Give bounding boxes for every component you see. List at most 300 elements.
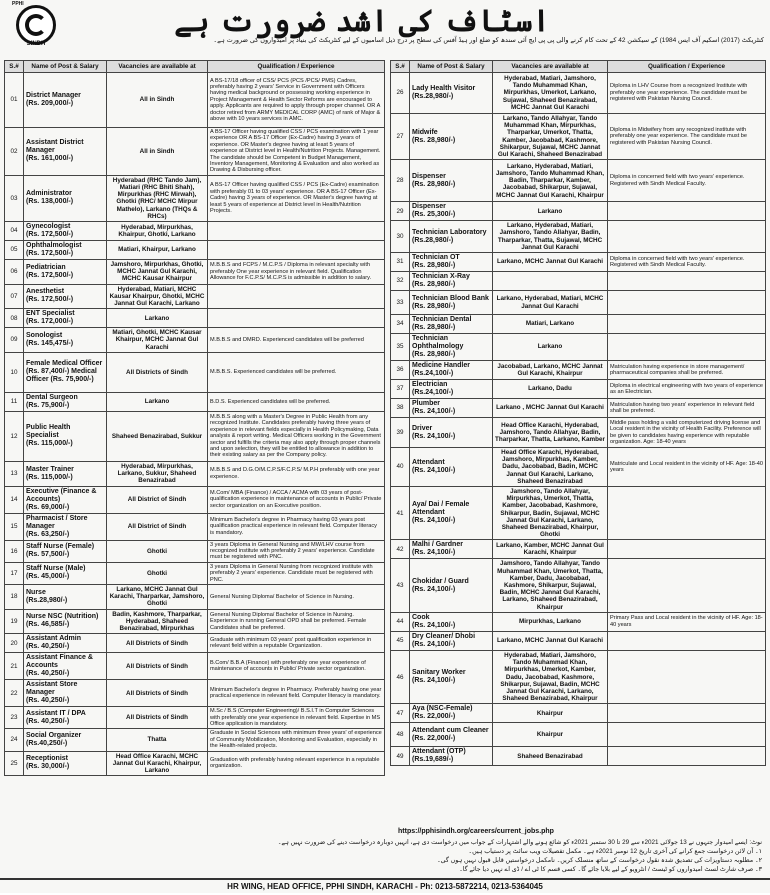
row-post [410,448,493,487]
row-qualification: Graduate in Social Sciences with minimum three years' of experience of Community Mobilization, Monitoring and Evaluation, especially in the Health-related projects. [208,729,385,751]
row-qualification: 3 years Diploma in General Nursing from recognized institute with preferably 2 years' experience. Candidate must be registered with PNC. [208,562,385,584]
table-row [5,751,385,776]
post-salary: (Rs. 22,000/-) [412,713,456,721]
row-sno: 28 [391,160,410,202]
row-sno: 49 [391,747,410,766]
row-sno: 27 [391,114,410,160]
row-qualification [608,291,766,315]
post-name: Staff Nurse (Female) [26,543,95,551]
row-sno: 25 [5,751,24,776]
row-vacancies: Hyderabad, Matiari, Jamshoro, Tando Muhammad Khan, Mirpurkhas, Umerkot, Larkano, Sujawal, Shaheed Benazirabad, MCHC Jannat Gul Karachi [493,73,608,114]
row-qualification [208,309,385,328]
row-sno: 45 [391,631,410,650]
apply-link[interactable]: https://pphisindh.org/careers/current_jobs.php [398,828,554,835]
post-name: Staff Nurse (Male) [26,565,86,573]
post-salary: (Rs. 87,400/-) Medical Officer (Rs. 75,900/-) [26,368,97,384]
row-qualification: M.B.B.S and D.G.O/M.C.P.S/F.C.P.S/ M.P.H preferably with one year experience. [208,461,385,486]
row-sno: 22 [5,680,24,707]
row-vacancies: Matiari, Larkano [493,315,608,334]
post-name: Assistant IT / DPA [26,709,86,717]
post-name: Aya (NSC-Female) [412,705,473,713]
row-qualification: Minimum Bachelor's degree in Pharmacy. Preferably having one year practical experience in relevant field. Computer literacy is mandatory. [208,680,385,707]
row-qualification [608,540,766,559]
table-row [391,380,766,399]
row-sno: 44 [391,612,410,631]
row-vacancies: All Districts of Sindh [107,634,208,653]
vacancy-table-right [390,60,766,766]
post-salary: (Rs.19,689/-) [412,756,454,764]
row-post [24,284,107,309]
table-row [391,272,766,291]
row-sno: 02 [5,128,24,176]
col-sno: S.# [391,61,410,73]
row-qualification: A BS-17 Officer having qualified CSS / PCS (Ex-Cadre) examination with preferably 01 to 03 years' experience. OR A BS-17 Officer (Ex-Cadre) having 3 years of experience. OR Master's degree having at least 5 years of experience at District level in Health/Nutrition Projects. [208,175,385,221]
table-row [391,361,766,380]
row-qualification: M.B.B.S along with a Master's Degree in Public Health from any recognized Institute. Candidates preferably having three years of experience in relevant fields especially in Health Policymaking, Data analysis & report writing. Medical Officers working in the Government sector and fulfills the criteria may also apply through proper channels and upon selection, they will be entitled to allowance in addition to their existing salary as per the Company policy. [208,411,385,461]
post-name: Sonologist [26,332,63,340]
row-vacancies: Shaheed Benazirabad, Sukkur [107,411,208,461]
row-qualification: Diploma in LHV Course from a recognized Institute with preferably one year experience. The candidate must be registered with Pakistan Nursing Council. [608,73,766,114]
row-post [24,609,107,634]
logo-c-icon [25,14,47,36]
row-vacancies: Ghotki [107,562,208,584]
row-qualification: Diploma in concerned field with two years' experience. Registered with Sindh Medical Faculty. [608,160,766,202]
table-row [5,392,385,411]
post-name: Cook [412,613,430,621]
post-name: Assistant Finance & Accounts [26,654,93,670]
row-sno: 15 [5,513,24,540]
row-sno: 36 [391,361,410,380]
logo-sub: SINDH [26,41,46,47]
row-qualification [608,723,766,747]
table-row [391,73,766,114]
post-salary: (Rs. 115,000/-) [26,473,73,481]
row-post [24,680,107,707]
row-sno: 42 [391,540,410,559]
row-post [410,612,493,631]
post-salary: (Rs. 40,250/-) [26,697,70,705]
row-sno: 18 [5,584,24,609]
row-post [410,399,493,418]
row-post [410,487,493,540]
post-name: Nurse NSC (Nutrition) [26,613,99,621]
row-post [410,704,493,723]
row-post [24,73,107,128]
post-name: Dental Surgeon [26,393,78,401]
post-name: Executive (Finance & Accounts) [26,487,97,503]
post-salary: (Rs. 172,000/-) [26,318,74,326]
post-salary: (Rs. 115,000/-) [26,440,73,448]
table-row [5,309,385,328]
row-vacancies: Larkano [493,334,608,361]
post-salary: (Rs. 24,100/-) [412,585,456,593]
footer-line-4: ۳۔ صرف شارٹ لسٹ امیدواروں کو ٹیسٹ / انٹرویو کے لیے بلایا جائے گا۔ کسی قسم کا ٹی اے / ڈی اے نہیں دیا جائے گا۔ [459,866,762,873]
row-qualification [208,222,385,241]
row-post [410,540,493,559]
row-qualification: Diploma in concerned field with two years' experience. Registered with Sindh Medical Faculty. [608,253,766,272]
row-sno: 40 [391,448,410,487]
post-salary: (Rs.28,980/-) [412,93,454,100]
post-salary: (Rs. 63,250/-) [26,530,70,538]
row-qualification [608,631,766,650]
row-post [410,650,493,703]
row-qualification: 3 years Diploma in General Nursing and MW/LHV course from recognized institute with preferably 2 years' experience. Candidate must be registered with PNC. [208,540,385,562]
table-row [391,202,766,221]
table-row [5,609,385,634]
row-post [410,160,493,202]
row-vacancies: Mirpurkhas, Larkano [493,612,608,631]
row-vacancies: Shaheed Benazirabad [493,747,608,766]
post-name: Pharmacist / Store Manager [26,514,88,530]
col-vacancies: Vacancies are available at [107,61,208,73]
row-sno: 03 [5,175,24,221]
row-sno: 34 [391,315,410,334]
row-qualification [208,241,385,260]
row-sno: 14 [5,486,24,513]
post-salary: (Rs. 24,100/-) [412,517,456,525]
table-row [391,114,766,160]
row-qualification: General Nursing Diploma/ Bachelor of Science in Nursing. [208,584,385,609]
row-sno: 09 [5,328,24,353]
row-vacancies: Larkano, Dadu [493,380,608,399]
post-salary: (Rs. 24,100/-) [412,677,456,685]
col-qualification: Qualification / Experience [208,61,385,73]
row-sno: 07 [5,284,24,309]
table-row [391,631,766,650]
post-name: Attendant cum Cleaner [412,726,489,734]
row-sno: 04 [5,222,24,241]
row-post [410,559,493,612]
row-vacancies: Jamshoro, Mirpurkhas, Ghotki, MCHC Jannat Gul Karachi, MCHC Kausar Khairpur [107,260,208,285]
row-post [410,291,493,315]
intro-text: کنٹریکٹ (2017) اسکیم آف ایس 1984) کے سیکشن 42 کے تحت کام کرنے والی پی پی ایچ آئی سندھ کو ضلع اور ہیڈ آفس کی سطح پر درج ذیل اسامیوں کے لیے کنٹریکٹ کی بنیاد پر امیدواروں کی ضرورت ہے۔ [213,37,764,44]
row-post [24,352,107,392]
row-sno: 17 [5,562,24,584]
post-salary: (Rs. 28,980/-) [412,262,456,270]
post-salary: (Rs. 172,500/-) [26,296,74,304]
table-row [5,222,385,241]
row-sno: 01 [5,73,24,128]
row-vacancies: Larkano, Hyderabad, Matiari, MCHC Jannat Gul Karachi [493,291,608,315]
post-name: Gynecologist [26,223,71,231]
row-sno: 30 [391,221,410,253]
row-post [410,334,493,361]
row-post [24,751,107,776]
table-row [391,221,766,253]
row-qualification [608,315,766,334]
table-row [5,73,385,128]
row-sno: 08 [5,309,24,328]
row-post [410,380,493,399]
row-vacancies: Hyderabad, Matiari, MCHC Kausar Khairpur, Ghotki, MCHC Jannat Gul Karachi, Larkano [107,284,208,309]
table-row [5,634,385,653]
table-row [391,291,766,315]
post-salary: (Rs. 24,100/-) [412,621,456,629]
post-name: Administrator [26,190,72,198]
table-body-right [391,73,766,766]
post-salary: (Rs. 28,980/-) [412,324,456,332]
row-vacancies: Head Office Karachi, MCHC Jannat Gul Karachi, Khairpur, Larkano [107,751,208,776]
header [0,0,770,52]
row-qualification: A BS-17 Officer having qualified CSS / PCS examination with 1 year experience OR A BS-17 Officer (Ex-Cadre) having 3 years of experience. OR Master's degree having at least 5 years of experience at District level in Health/Nutrition Projects. Management. The candidate should be Competent in Budget Management, Inventory Management, Monitoring & Evaluation and also worked as Drawing & Disbursing officer. [208,128,385,176]
row-qualification: General Nursing Diploma/ Bachelor of Science in Nursing. Experience in running General OPD shall be preferred. Female Candidates shall be preferred. [208,609,385,634]
row-vacancies: All Districts of Sindh [107,352,208,392]
row-post [24,729,107,751]
row-post [410,361,493,380]
post-name: Technician Ophthalmology [412,335,464,351]
post-salary: (Rs. 172,500/-) [26,250,74,258]
row-qualification: Matriculate and Local resident in the vicinity of HF. Age: 18-40 years [608,448,766,487]
row-vacancies: Ghotki [107,540,208,562]
post-name: Assistant Store Manager [26,681,78,697]
table-row [5,328,385,353]
row-post [24,241,107,260]
row-vacancies: Jamshoro, Tando Allahyar, Mirpurkhas, Umerkot, Thatta, Kamber, Jacobabad, Kashmore, Shikarpur, Badin, Sujawal, MCHC Jannat Gul Karachi, Larkano, Shaheed Benazirabad, Khairpur, Ghotki [493,487,608,540]
row-post [24,584,107,609]
row-vacancies [493,272,608,291]
row-vacancies: Khairpur [493,723,608,747]
row-post [24,175,107,221]
row-post [24,707,107,729]
row-qualification: Matriculation having two years' experience in relevant field shall be preferred. [608,399,766,418]
row-vacancies: Larkano [107,309,208,328]
row-post [24,128,107,176]
row-post [410,73,493,114]
row-sno: 16 [5,540,24,562]
row-post [24,634,107,653]
row-sno: 35 [391,334,410,361]
row-post [410,253,493,272]
post-name: Dispenser [412,172,446,180]
post-salary: (Rs.28,980/-) [26,596,68,604]
table-row [5,513,385,540]
table-row [5,562,385,584]
footer-line-2: ۱۔ آن لائن درخواست جمع کرانے کی آخری تاریخ 12 نومبر 2021ء ہے۔ مکمل تفصیلات ویب سائٹ پر دستیاب ہیں۔ [468,848,762,855]
row-vacancies: Larkano, MCHC Jannat Gul Karachi, Tharparkar, Jamshoro, Ghotki [107,584,208,609]
table-row [5,241,385,260]
row-qualification [608,202,766,221]
post-name: Aya/ Dai / Female Attendant [412,501,470,517]
table-row [5,540,385,562]
row-sno: 26 [391,73,410,114]
row-sno: 24 [5,729,24,751]
row-vacancies: Khairpur [493,704,608,723]
post-salary: (Rs. 40,250/-) [26,670,70,678]
table-row [391,487,766,540]
row-vacancies: Larkano, MCHC Jannat Gul Karachi [493,253,608,272]
row-vacancies: Hyderabad, Mirpurkhas, Khairpur, Ghotki, Larkano [107,222,208,241]
footer-line-3: ۲۔ مطلوبہ دستاویزات کی تصدیق شدہ نقول درخواست کے ساتھ منسلک کریں۔ نامکمل درخواستیں قابل قبول نہیں ہوں گی۔ [436,857,762,864]
row-qualification [208,284,385,309]
post-name: Chokidar / Guard [412,577,469,585]
table-row [5,175,385,221]
row-qualification: M.B.B.S. Experienced candidates will be preferred. [208,352,385,392]
row-vacancies: All in Sindh [107,73,208,128]
row-qualification: M.Sc / B.S (Computer Engineering)/ B.S.I.T in Computer Sciences with preferably one year experience in relevant field. Expertise in MS Office application is mandatory. [208,707,385,729]
row-vacancies: Hyderabad, Mirpurkhas, Larkano, Sukkur, Shaheed Benazirabad [107,461,208,486]
table-row [391,540,766,559]
post-name: Attendant (OTP) [412,748,466,756]
row-vacancies: Hyderabad, Matiari, Jamshoro, Tando Muhammad Khan, Mirpurkhas, Umerkot, Kamber, Dadu, Jacobabad, Kashmore, Shikarpur, Sujawal, Badin, MCHC Jannat Gul Karachi, Larkano, Shaheed Benazirabad, Khairpur [493,650,608,703]
post-salary: (Rs. 22,000/-) [412,734,456,742]
row-sno: 43 [391,559,410,612]
row-qualification: Matriculation having experience in store management/ pharmaceutical companies shall be preferred. [608,361,766,380]
post-name: Pediatrician [26,263,66,271]
table-row [5,411,385,461]
post-name: Technician OT [412,254,460,262]
row-vacancies: Larkano [493,202,608,221]
table-row [391,448,766,487]
row-qualification: A BS-17/18 officer of CSS/ PCS (PCS /PCS/ PMS) Cadres, preferably having 2 years' Service in Government with Officers having medical background or possessing working experience in Project Management & Health Sector Reforms are encouraged to apply. Applicants are required to apply through proper channel. OR A doctor retired from ARMY MEDICAL CORP (AMC) of rank of Major & above with 10 years services in AMC. [208,73,385,128]
row-vacancies: Larkano [107,392,208,411]
table-row [5,461,385,486]
row-vacancies: Jacobabad, Larkano, MCHC Jannat Gul Karachi, Khairpur [493,361,608,380]
footer-line-1: نوٹ: ایسے امیدوار جنہوں نے 13 جولائی 2021ء سے 29 تا 30 ستمبر 2021ء کو شائع ہونے والے اشتہارات کے جواب میں درخواست دی ہے، انہیں دوبارہ درخواست دینے کی ضرورت نہیں ہے۔ [277,839,762,846]
row-qualification: M.B.B.S and DMRD. Experienced candidates will be preferred [208,328,385,353]
row-post [24,260,107,285]
post-name: Driver [412,424,433,432]
row-post [410,631,493,650]
row-vacancies: All Districts of Sindh [107,680,208,707]
post-salary: (Rs. 30,000/-) [26,763,70,771]
post-name: Dispenser [412,203,446,211]
row-sno: 05 [5,241,24,260]
row-qualification: M.B.B.S and FCPS / M.C.P.S / Diploma in relevant specialty with preferably One year experience in relevant field. Qualification Allowance for F.C.P.S/ M.C.P.S is admissible in addition to salary. [208,260,385,285]
row-post [410,221,493,253]
row-qualification: Middle pass holding a valid computerized driving license and Local resident in the vicinity of Health Facility. Preference will be given to candidates having experience with reputable organization. Age: 18-40 years [608,418,766,448]
row-post [410,315,493,334]
post-name: Master Trainer [26,465,74,473]
post-name: Public Health Specialist [26,424,71,440]
row-sno: 11 [5,392,24,411]
row-qualification: M.Com/ MBA (Finance) / ACCA / ACMA with 03 years of post-qualification experience in maintenance of accounts in Public/ Private sector organization on an Executive position. [208,486,385,513]
post-name: Attendant [412,459,445,467]
post-name: Nurse [26,588,46,596]
row-post [24,540,107,562]
post-name: Plumber [412,400,441,408]
post-salary: (Rs. 28,980/-) [412,281,456,289]
post-salary: (Rs. 172,500/-) [26,231,74,239]
row-vacancies: Larkano, Tando Allahyar, Tando Muhammad Khan, Mirpurkhas, Tharparkar, Umerkot, Thatta, Kamber, Jacobabad, Kashmore, Shikarpur, Sujawal, MCHC Jannat Gul Karachi, Shaheed Benazirabad [493,114,608,160]
row-vacancies: Badin, Kashmore, Tharparkar, Hyderabad, Shaheed Benazirabad, Mirpurkhas [107,609,208,634]
table-body-left [5,73,385,776]
row-sno: 41 [391,487,410,540]
col-post: Name of Post & Salary [410,61,493,73]
post-salary: (Rs. 24,100/-) [412,549,456,557]
post-salary: (Rs. 40,250/-) [26,717,70,725]
post-name: Assistant Admin [26,635,81,643]
row-qualification [608,487,766,540]
post-name: Medicine Handler [412,362,470,370]
row-qualification [608,221,766,253]
col-sno: S.# [5,61,24,73]
post-name: Electrician [412,381,448,389]
row-vacancies: Hyderabad (RHC Tando Jam), Matiari (RHC Bhiti Shah), Mirpurkhas (RHC Mirwah), Ghotki (RHC/ MCHC Mirpur Mathelo), Larkano (THQs & RHCs) [107,175,208,221]
row-sno: 38 [391,399,410,418]
post-salary: (Rs. 75,900/-) [26,401,70,409]
row-post [24,486,107,513]
row-qualification: B.D.S. Experienced candidates will be preferred. [208,392,385,411]
post-salary: (Rs.24,100/-) [412,370,454,378]
post-name: Midwife [412,128,438,136]
table-row [5,707,385,729]
row-vacancies: All Districts of Sindh [107,653,208,680]
post-salary: (Rs. 172,500/-) [26,271,74,279]
post-name: Lady Health Visitor [412,85,476,92]
row-qualification [608,704,766,723]
table-row [391,723,766,747]
row-vacancies: Matiari, Khairpur, Larkano [107,241,208,260]
table-header-row [5,61,385,73]
post-name: Sanitary Worker [412,669,466,677]
row-sno: 39 [391,418,410,448]
row-vacancies: All District of Sindh [107,513,208,540]
row-post [410,272,493,291]
row-sno: 31 [391,253,410,272]
row-post [24,411,107,461]
row-qualification: Primary Pass and Local resident in the vicinity of HF. Age: 18-40 years [608,612,766,631]
row-vacancies: Larkano, MCHC Jannat Gul Karachi [493,631,608,650]
table-row [391,253,766,272]
table-row [5,653,385,680]
post-salary: (Rs. 28,980/-) [412,180,456,188]
row-sno: 13 [5,461,24,486]
row-post [24,392,107,411]
post-name: Assistant District Manager [26,139,84,155]
row-sno: 47 [391,704,410,723]
row-vacancies: All District of Sindh [107,486,208,513]
row-post [410,418,493,448]
table-row [391,559,766,612]
post-salary: (Rs. 24,100/-) [412,640,456,648]
row-post [410,747,493,766]
row-sno: 23 [5,707,24,729]
table-row [5,584,385,609]
row-qualification: Graduation with preferably having relevant experience in a reputable organization. [208,751,385,776]
row-post [410,723,493,747]
post-salary: (Rs.24,100/-) [412,389,454,397]
post-name: Technician Dental [412,316,472,324]
post-salary: (Rs. 24,100/-) [412,432,456,440]
post-salary: (Rs.40,250/-) [26,739,68,747]
row-vacancies: Larkano, Kamber, MCHC Jannat Gul Karachi, Khairpur [493,540,608,559]
row-vacancies: Jamshoro, Tando Allahyar, Tando Muhammad Khan, Umerkot, Thatta, Kamber, Dadu, Jacobabad, Kashmore, Shikarpur, Sujawal, Badin, MCHC Jannat Gul Karachi, Larkano, Shaheed Benazirabad, Khairpur [493,559,608,612]
row-sno: 46 [391,650,410,703]
table-row [391,334,766,361]
post-name: Ophthalmologist [26,242,82,250]
row-post [24,461,107,486]
row-sno: 37 [391,380,410,399]
row-sno: 21 [5,653,24,680]
table-row [391,160,766,202]
row-vacancies: Larkano, Hyderabad, Matiari, Jamshoro, Tando Allahyar, Badin, Tharparkar, Thatta, Sujawal, MCHC Jannat Gul Karachi [493,221,608,253]
post-name: Dry Cleaner/ Dhobi [412,632,476,640]
table-row [391,704,766,723]
col-vacancies: Vacancies are available at [493,61,608,73]
row-vacancies: Larkano, Hyderabad, Matiari, Jamshoro, Tando Muhammad Khan, Badin, Tharparkar, Kamber, Jacobabad, Shikarpur, Sujawal, MCHC Jannat Gul Karachi, Khairpur [493,160,608,202]
post-name: Malhi / Gardner [412,541,463,549]
row-post [410,114,493,160]
row-post [24,562,107,584]
row-qualification [608,334,766,361]
post-salary: (Rs. 24,100/-) [412,467,456,475]
post-salary: (Rs. 28,980/-) [412,302,456,310]
post-salary: (Rs. 28,980/-) [412,351,456,359]
row-vacancies: All Districts of Sindh [107,707,208,729]
table-row [5,128,385,176]
post-salary: (Rs. 28,980/-) [412,136,456,144]
post-name: Technician Blood Bank [412,294,489,302]
